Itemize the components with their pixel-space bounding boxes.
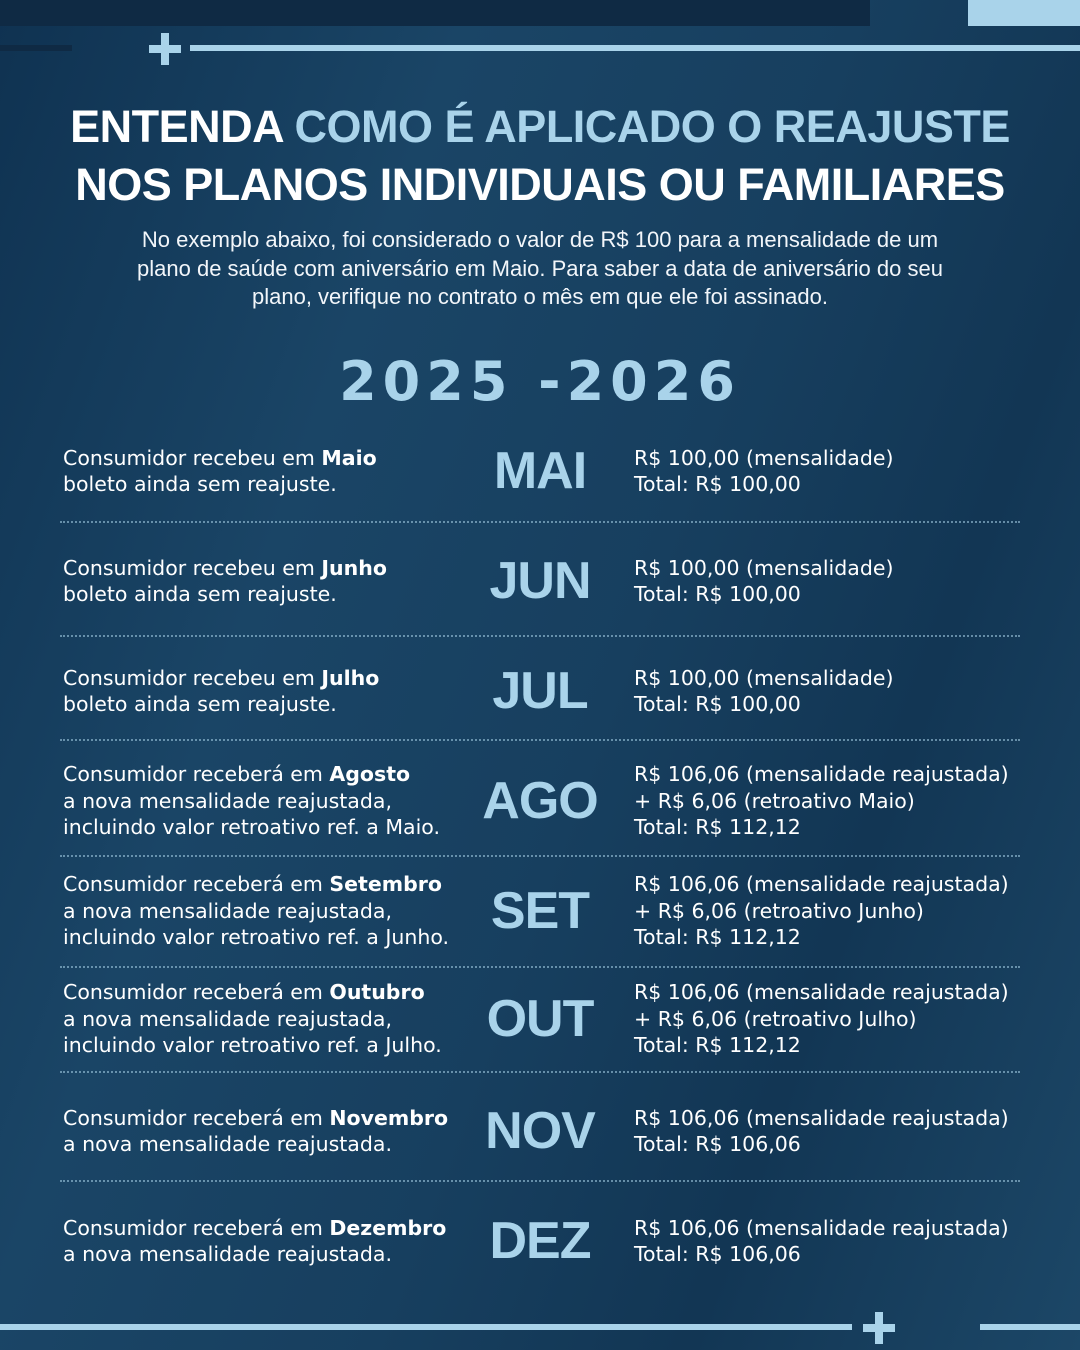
value-line-1: R$ 106,06 (mensalidade reajustada) xyxy=(634,1215,1009,1240)
month-abbrev: JUN xyxy=(489,552,591,610)
description-line-2: boleto ainda sem reajuste. xyxy=(63,472,337,496)
row-values xyxy=(634,856,1054,966)
intro-line-3: plano, verifique no contrato o mês em que ele foi assinado. xyxy=(251,284,829,309)
title-white-word: ENTENDA xyxy=(70,101,283,152)
row-description xyxy=(63,636,483,746)
value-line-2: + R$ 6,06 (retroativo Julho) xyxy=(634,1006,917,1031)
row-values xyxy=(634,964,1054,1074)
row-values xyxy=(634,1186,1054,1296)
value-line-1: R$ 106,06 (mensalidade reajustada) xyxy=(634,762,1009,787)
description-line-1 xyxy=(63,871,483,898)
page-title xyxy=(0,98,1080,214)
top-band xyxy=(0,0,870,26)
description-line-2: a nova mensalidade reajustada, xyxy=(63,1006,392,1031)
value-line-1: R$ 100,00 (mensalidade) xyxy=(634,445,894,470)
bottom-divider-line xyxy=(0,1324,852,1330)
value-line-2: Total: R$ 100,00 xyxy=(634,692,801,716)
row-description xyxy=(63,746,483,856)
row-divider xyxy=(60,1180,1020,1182)
description-line-1 xyxy=(63,555,483,582)
description-lead: Consumidor receberá em xyxy=(63,1105,330,1130)
description-line-3: incluindo valor retroativo ref. a Julho. xyxy=(63,1033,442,1058)
description-month-name: Maio xyxy=(321,445,377,470)
description-line-2: a nova mensalidade reajustada. xyxy=(63,1132,392,1156)
description-month-name: Julho xyxy=(321,665,380,690)
description-lead: Consumidor recebeu em xyxy=(63,445,322,470)
description-lead: Consumidor receberá em xyxy=(63,980,330,1005)
description-lead: Consumidor receberá em xyxy=(63,762,330,787)
month-abbrev: OUT xyxy=(486,990,594,1048)
description-line-2: boleto ainda sem reajuste. xyxy=(63,582,337,606)
description-line-1 xyxy=(63,445,483,472)
description-line-3: incluindo valor retroativo ref. a Junho. xyxy=(63,925,450,950)
description-month-name: Novembro xyxy=(329,1105,449,1130)
value-line-1: R$ 106,06 (mensalidade reajustada) xyxy=(634,1105,1009,1130)
description-line-2: boleto ainda sem reajuste. xyxy=(63,692,337,716)
value-line-3: Total: R$ 112,12 xyxy=(634,925,801,950)
description-line-2: a nova mensalidade reajustada. xyxy=(63,1242,392,1266)
intro-line-1: No exemplo abaixo, foi considerado o valor de R$ 100 para a mensalidade de um xyxy=(141,227,939,252)
intro-line-2: plano de saúde com aniversário em Maio. Para saber a data de aniversário do seu xyxy=(137,255,943,281)
timeline-row-ago xyxy=(0,746,1080,856)
row-description xyxy=(63,856,483,966)
intro-text xyxy=(70,226,1010,312)
description-line-1 xyxy=(63,1215,483,1242)
plus-icon xyxy=(863,1312,895,1344)
row-divider xyxy=(60,1071,1020,1073)
description-line-1 xyxy=(63,761,483,788)
value-line-2: + R$ 6,06 (retroativo Maio) xyxy=(634,788,915,813)
plus-icon xyxy=(149,33,181,65)
description-lead: Consumidor receberá em xyxy=(63,1215,330,1240)
title-line-2: NOS PLANOS INDIVIDUAIS OU FAMILIARES xyxy=(75,159,1005,210)
value-line-1: R$ 100,00 (mensalidade) xyxy=(634,555,894,580)
month-abbrev: DEZ xyxy=(489,1212,591,1270)
row-description xyxy=(63,964,483,1074)
row-divider xyxy=(60,739,1020,741)
value-line-2: Total: R$ 100,00 xyxy=(634,472,801,496)
top-left-dark-line xyxy=(0,45,72,51)
timeline-row-jul xyxy=(0,636,1080,746)
description-lead: Consumidor receberá em xyxy=(63,872,330,897)
description-month-name: Dezembro xyxy=(329,1215,447,1240)
row-description xyxy=(63,416,483,526)
description-month-name: Outubro xyxy=(329,980,425,1005)
timeline-row-mai xyxy=(0,416,1080,526)
value-line-2: Total: R$ 100,00 xyxy=(634,582,801,606)
row-values xyxy=(634,526,1054,636)
value-line-2: Total: R$ 106,06 xyxy=(634,1242,801,1266)
row-values xyxy=(634,636,1054,746)
timeline-row-dez xyxy=(0,1186,1080,1296)
timeline-row-jun xyxy=(0,526,1080,636)
month-abbrev: MAI xyxy=(493,442,587,500)
description-line-1 xyxy=(63,1105,483,1132)
value-line-1: R$ 106,06 (mensalidade reajustada) xyxy=(634,980,1009,1005)
top-right-accent-block xyxy=(968,0,1080,26)
description-month-name: Agosto xyxy=(329,762,411,787)
bottom-right-line xyxy=(980,1324,1080,1330)
value-line-1: R$ 100,00 (mensalidade) xyxy=(634,665,894,690)
value-line-2: Total: R$ 106,06 xyxy=(634,1132,801,1156)
row-description xyxy=(63,1186,483,1296)
year-range-heading: 2025 -2026 xyxy=(339,350,741,413)
value-line-1: R$ 106,06 (mensalidade reajustada) xyxy=(634,872,1009,897)
description-line-1 xyxy=(63,979,483,1006)
top-divider-line xyxy=(190,45,1080,51)
row-description xyxy=(63,1076,483,1186)
description-lead: Consumidor recebeu em xyxy=(63,555,322,580)
month-abbrev: NOV xyxy=(485,1102,595,1160)
description-month-name: Junho xyxy=(321,555,387,580)
timeline-row-set xyxy=(0,856,1080,966)
row-values xyxy=(634,1076,1054,1186)
description-line-2: a nova mensalidade reajustada, xyxy=(63,788,392,813)
title-accent-text: COMO É APLICADO O REAJUSTE xyxy=(294,101,1010,152)
description-line-3: incluindo valor retroativo ref. a Maio. xyxy=(63,815,440,840)
value-line-3: Total: R$ 112,12 xyxy=(634,815,801,840)
row-divider xyxy=(60,521,1020,523)
title-line-1 xyxy=(0,98,1080,156)
month-abbrev: SET xyxy=(490,882,590,940)
month-abbrev: AGO xyxy=(482,772,598,830)
description-month-name: Setembro xyxy=(329,872,442,897)
value-line-2: + R$ 6,06 (retroativo Junho) xyxy=(634,898,924,923)
description-line-2: a nova mensalidade reajustada, xyxy=(63,898,392,923)
timeline-row-out xyxy=(0,964,1080,1074)
description-line-1 xyxy=(63,665,483,692)
description-lead: Consumidor recebeu em xyxy=(63,665,322,690)
row-values xyxy=(634,746,1054,856)
row-values xyxy=(634,416,1054,526)
value-line-3: Total: R$ 112,12 xyxy=(634,1033,801,1058)
timeline-row-nov xyxy=(0,1076,1080,1186)
row-description xyxy=(63,526,483,636)
month-abbrev: JUL xyxy=(492,662,588,720)
